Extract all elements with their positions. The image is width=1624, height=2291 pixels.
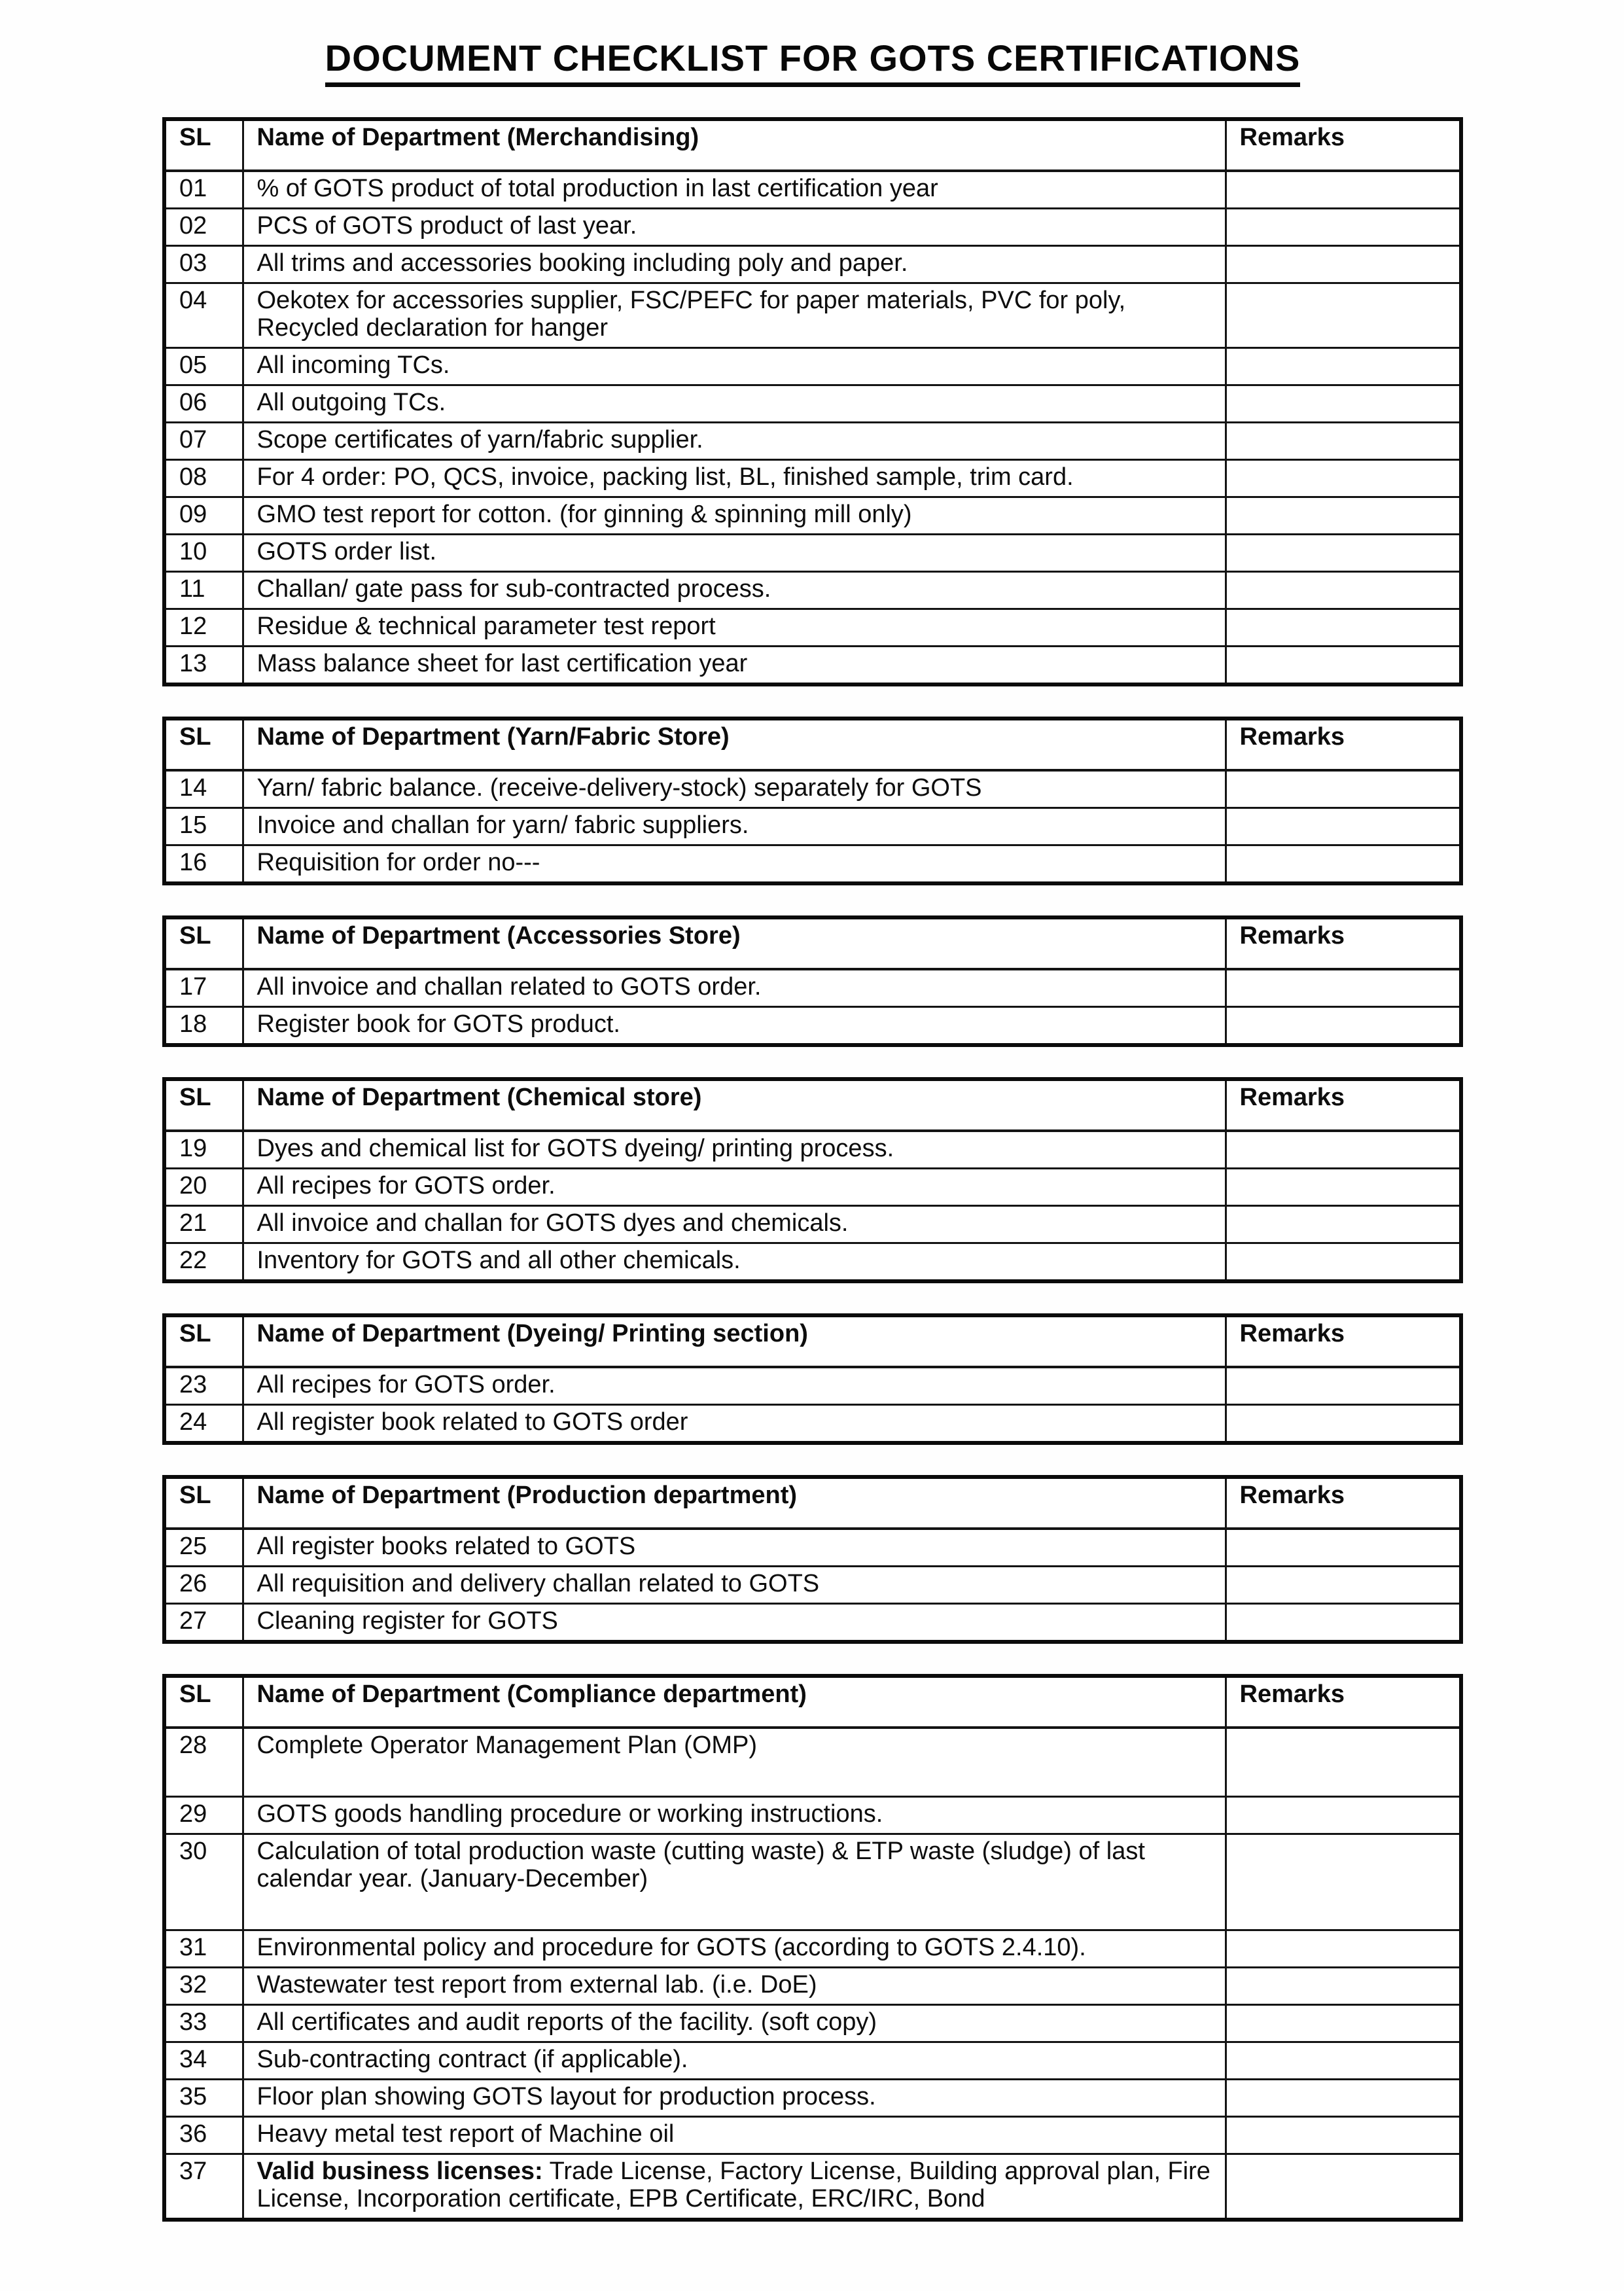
department-column-header: Name of Department (Accessories Store) <box>243 917 1226 969</box>
table-row <box>164 1797 1461 1834</box>
item-cell: Sub-contracting contract (if applicable). <box>243 2042 1226 2080</box>
remarks-cell <box>1226 171 1461 209</box>
sl-cell: 30 <box>164 1834 243 1930</box>
sl-cell: 33 <box>164 2005 243 2042</box>
remarks-cell <box>1226 1367 1461 1405</box>
remarks-cell <box>1226 1604 1461 1643</box>
page-title-text: DOCUMENT CHECKLIST FOR GOTS CERTIFICATIONS <box>325 37 1301 87</box>
sl-cell: 35 <box>164 2080 243 2117</box>
item-cell: All recipes for GOTS order. <box>243 1367 1226 1405</box>
table-header-row <box>164 1477 1461 1529</box>
remarks-cell <box>1226 1007 1461 1046</box>
sl-cell: 22 <box>164 1243 243 1282</box>
table-row <box>164 1405 1461 1444</box>
table-row <box>164 283 1461 348</box>
sl-cell: 08 <box>164 460 243 497</box>
sl-cell: 26 <box>164 1567 243 1604</box>
sl-cell: 31 <box>164 1930 243 1968</box>
item-cell: Heavy metal test report of Machine oil <box>243 2117 1226 2154</box>
sl-cell: 09 <box>164 497 243 535</box>
sl-column-header: SL <box>164 1315 243 1367</box>
item-text: Trade License, Factory License, Building approval plan, Fire License, Incorporation certificate, EPB Certificate, ERC/IRC, Bond <box>256 2158 1210 2212</box>
remarks-column-header: Remarks <box>1226 719 1461 770</box>
remarks-cell <box>1226 1405 1461 1444</box>
remarks-cell <box>1226 348 1461 385</box>
remarks-cell <box>1226 1169 1461 1206</box>
remarks-cell <box>1226 609 1461 647</box>
item-cell: Floor plan showing GOTS layout for production process. <box>243 2080 1226 2117</box>
remarks-cell <box>1226 497 1461 535</box>
table-row <box>164 572 1461 609</box>
sl-cell: 01 <box>164 171 243 209</box>
item-cell: For 4 order: PO, QCS, invoice, packing list, BL, finished sample, trim card. <box>243 460 1226 497</box>
item-bold-prefix: Valid business licenses: <box>256 2158 543 2185</box>
remarks-cell <box>1226 770 1461 808</box>
sl-cell: 04 <box>164 283 243 348</box>
table-row <box>164 385 1461 423</box>
item-cell: All invoice and challan related to GOTS order. <box>243 969 1226 1007</box>
item-cell: Residue & technical parameter test report <box>243 609 1226 647</box>
remarks-cell <box>1226 969 1461 1007</box>
remarks-cell <box>1226 2042 1461 2080</box>
table-row <box>164 845 1461 884</box>
item-cell: Complete Operator Management Plan (OMP) <box>243 1728 1226 1797</box>
remarks-cell <box>1226 1131 1461 1169</box>
item-cell: All incoming TCs. <box>243 348 1226 385</box>
department-column-header: Name of Department (Merchandising) <box>243 119 1226 171</box>
sl-cell: 19 <box>164 1131 243 1169</box>
table-row <box>164 497 1461 535</box>
remarks-cell <box>1226 385 1461 423</box>
sl-cell: 15 <box>164 808 243 845</box>
sl-cell: 02 <box>164 209 243 246</box>
sl-column-header: SL <box>164 1079 243 1131</box>
table-row <box>164 1131 1461 1169</box>
table-accessories-store <box>162 915 1463 1047</box>
table-row <box>164 808 1461 845</box>
item-cell: Calculation of total production waste (cutting waste) & ETP waste (sludge) of last calendar year. (January-December) <box>243 1834 1226 1930</box>
sl-cell: 17 <box>164 969 243 1007</box>
table-row <box>164 1968 1461 2005</box>
sl-cell: 29 <box>164 1797 243 1834</box>
item-cell: All register books related to GOTS <box>243 1529 1226 1567</box>
table-row <box>164 1243 1461 1282</box>
sl-cell: 23 <box>164 1367 243 1405</box>
sl-cell: 34 <box>164 2042 243 2080</box>
item-cell: Environmental policy and procedure for GOTS (according to GOTS 2.4.10). <box>243 1930 1226 1968</box>
department-column-header: Name of Department (Dyeing/ Printing section) <box>243 1315 1226 1367</box>
item-cell: Dyes and chemical list for GOTS dyeing/ printing process. <box>243 1131 1226 1169</box>
table-compliance-department <box>162 1674 1463 2222</box>
table-row <box>164 770 1461 808</box>
sl-column-header: SL <box>164 1477 243 1529</box>
department-column-header: Name of Department (Yarn/Fabric Store) <box>243 719 1226 770</box>
remarks-cell <box>1226 2080 1461 2117</box>
remarks-cell <box>1226 2005 1461 2042</box>
item-cell: Challan/ gate pass for sub-contracted process. <box>243 572 1226 609</box>
sl-column-header: SL <box>164 917 243 969</box>
remarks-cell <box>1226 2117 1461 2154</box>
item-cell: All recipes for GOTS order. <box>243 1169 1226 1206</box>
item-cell: All certificates and audit reports of the facility. (soft copy) <box>243 2005 1226 2042</box>
table-production-department <box>162 1475 1463 1644</box>
sl-cell: 18 <box>164 1007 243 1046</box>
remarks-cell <box>1226 1968 1461 2005</box>
table-dyeing-printing-section <box>162 1313 1463 1445</box>
remarks-cell <box>1226 1206 1461 1243</box>
table-header-row <box>164 119 1461 171</box>
table-row <box>164 647 1461 685</box>
sl-cell: 11 <box>164 572 243 609</box>
table-row <box>164 609 1461 647</box>
table-row <box>164 1206 1461 1243</box>
remarks-cell <box>1226 283 1461 348</box>
item-cell: Scope certificates of yarn/fabric supplier. <box>243 423 1226 460</box>
remarks-cell <box>1226 423 1461 460</box>
sl-cell: 03 <box>164 246 243 283</box>
sl-cell: 20 <box>164 1169 243 1206</box>
table-row <box>164 1567 1461 1604</box>
remarks-column-header: Remarks <box>1226 1079 1461 1131</box>
table-header-row <box>164 1079 1461 1131</box>
remarks-cell <box>1226 246 1461 283</box>
sl-cell: 06 <box>164 385 243 423</box>
table-row <box>164 423 1461 460</box>
table-row <box>164 1529 1461 1567</box>
table-header-row <box>164 1676 1461 1728</box>
item-cell: GOTS goods handling procedure or working instructions. <box>243 1797 1226 1834</box>
table-row <box>164 969 1461 1007</box>
sl-cell: 32 <box>164 1968 243 2005</box>
table-header-row <box>164 719 1461 770</box>
item-cell: All invoice and challan for GOTS dyes and chemicals. <box>243 1206 1226 1243</box>
sl-cell: 14 <box>164 770 243 808</box>
remarks-cell <box>1226 1529 1461 1567</box>
sl-cell: 24 <box>164 1405 243 1444</box>
table-row <box>164 2080 1461 2117</box>
remarks-cell <box>1226 1728 1461 1797</box>
remarks-column-header: Remarks <box>1226 119 1461 171</box>
table-row <box>164 2005 1461 2042</box>
sl-cell: 05 <box>164 348 243 385</box>
item-cell: Invoice and challan for yarn/ fabric suppliers. <box>243 808 1226 845</box>
item-cell: Mass balance sheet for last certification year <box>243 647 1226 685</box>
remarks-cell <box>1226 647 1461 685</box>
sl-cell: 07 <box>164 423 243 460</box>
department-column-header: Name of Department (Compliance department) <box>243 1676 1226 1728</box>
sl-cell: 21 <box>164 1206 243 1243</box>
sl-cell: 10 <box>164 535 243 572</box>
sl-column-header: SL <box>164 119 243 171</box>
table-row <box>164 1604 1461 1643</box>
remarks-column-header: Remarks <box>1226 1676 1461 1728</box>
remarks-cell <box>1226 535 1461 572</box>
table-row <box>164 1007 1461 1046</box>
sl-cell: 25 <box>164 1529 243 1567</box>
sl-cell: 27 <box>164 1604 243 1643</box>
remarks-cell <box>1226 460 1461 497</box>
remarks-column-header: Remarks <box>1226 1315 1461 1367</box>
sl-cell: 36 <box>164 2117 243 2154</box>
department-column-header: Name of Department (Chemical store) <box>243 1079 1226 1131</box>
item-cell: All outgoing TCs. <box>243 385 1226 423</box>
item-cell: Inventory for GOTS and all other chemicals. <box>243 1243 1226 1282</box>
remarks-cell <box>1226 1797 1461 1834</box>
item-cell: Register book for GOTS product. <box>243 1007 1226 1046</box>
remarks-cell <box>1226 2154 1461 2220</box>
item-cell: GOTS order list. <box>243 535 1226 572</box>
table-row <box>164 460 1461 497</box>
remarks-cell <box>1226 1567 1461 1604</box>
table-row <box>164 1930 1461 1968</box>
table-row <box>164 348 1461 385</box>
table-row <box>164 2154 1461 2220</box>
remarks-cell <box>1226 572 1461 609</box>
remarks-cell <box>1226 1243 1461 1282</box>
remarks-cell <box>1226 1834 1461 1930</box>
sl-cell: 13 <box>164 647 243 685</box>
table-yarn-fabric-store <box>162 717 1463 885</box>
sl-cell: 37 <box>164 2154 243 2220</box>
department-column-header: Name of Department (Production department) <box>243 1477 1226 1529</box>
item-cell: Yarn/ fabric balance. (receive-delivery-stock) separately for GOTS <box>243 770 1226 808</box>
item-cell: Requisition for order no--- <box>243 845 1226 884</box>
table-row <box>164 2042 1461 2080</box>
sl-column-header: SL <box>164 719 243 770</box>
item-cell: PCS of GOTS product of last year. <box>243 209 1226 246</box>
table-row <box>164 2117 1461 2154</box>
table-row <box>164 171 1461 209</box>
table-row <box>164 1367 1461 1405</box>
item-cell: Wastewater test report from external lab. (i.e. DoE) <box>243 1968 1226 2005</box>
table-chemical-store <box>162 1077 1463 1283</box>
table-row <box>164 209 1461 246</box>
remarks-cell <box>1226 845 1461 884</box>
sl-column-header: SL <box>164 1676 243 1728</box>
item-cell: Cleaning register for GOTS <box>243 1604 1226 1643</box>
sl-cell: 16 <box>164 845 243 884</box>
page-title <box>162 37 1463 87</box>
table-header-row <box>164 917 1461 969</box>
table-merchandising <box>162 117 1463 686</box>
table-row <box>164 1728 1461 1797</box>
remarks-cell <box>1226 209 1461 246</box>
table-row <box>164 246 1461 283</box>
item-cell: All register book related to GOTS order <box>243 1405 1226 1444</box>
table-row <box>164 1169 1461 1206</box>
table-header-row <box>164 1315 1461 1367</box>
remarks-column-header: Remarks <box>1226 917 1461 969</box>
item-cell <box>243 2154 1226 2220</box>
sl-cell: 12 <box>164 609 243 647</box>
sl-cell: 28 <box>164 1728 243 1797</box>
table-row <box>164 535 1461 572</box>
remarks-column-header: Remarks <box>1226 1477 1461 1529</box>
remarks-cell <box>1226 808 1461 845</box>
item-cell: All trims and accessories booking including poly and paper. <box>243 246 1226 283</box>
item-cell: % of GOTS product of total production in last certification year <box>243 171 1226 209</box>
item-cell: All requisition and delivery challan related to GOTS <box>243 1567 1226 1604</box>
item-cell: GMO test report for cotton. (for ginning & spinning mill only) <box>243 497 1226 535</box>
table-row <box>164 1834 1461 1930</box>
remarks-cell <box>1226 1930 1461 1968</box>
item-cell: Oekotex for accessories supplier, FSC/PEFC for paper materials, PVC for poly, Recycled declaration for hanger <box>243 283 1226 348</box>
